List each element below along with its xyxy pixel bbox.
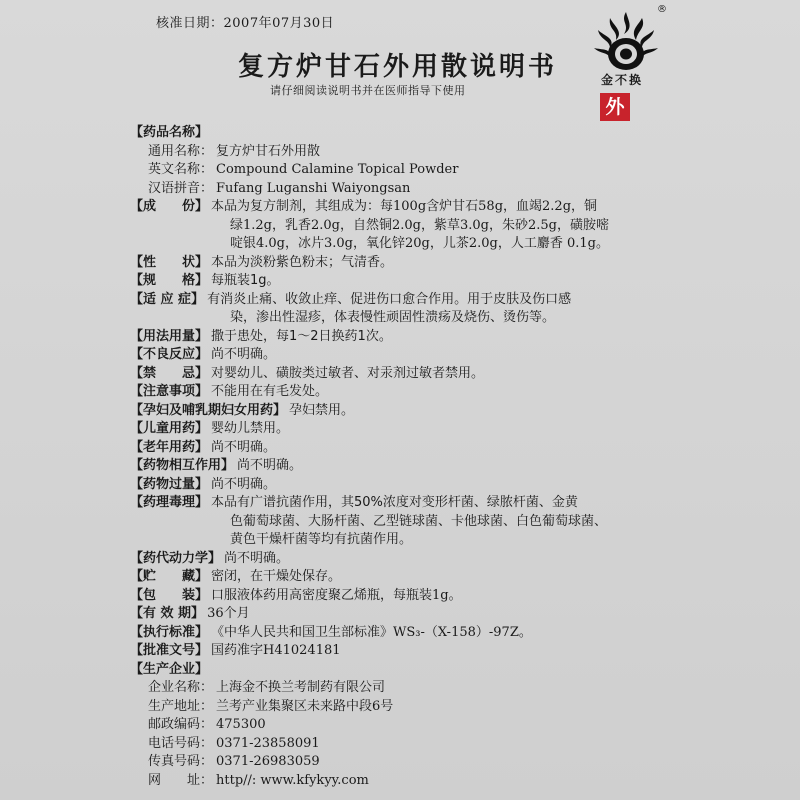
postcode-value: 475300 [216,717,266,732]
elderly-value: 尚不明确。 [211,439,277,455]
indications-label: 【适 应 症】 [130,291,205,307]
english-name-label: 英文名称： [148,162,214,177]
fax-value: 0371-26983059 [216,754,320,769]
children-row [130,420,690,439]
properties-label: 【性 状】 [130,254,209,270]
package-value: 口服液体药用高密度聚乙烯瓶，每瓶装1g。 [211,587,462,603]
properties-row [130,254,690,273]
fax-label: 传真号码： [148,754,214,769]
pregnancy-value: 孕妇禁用。 [289,402,355,418]
indications-row [130,291,690,310]
phone-row [130,735,690,754]
validity-row [130,605,690,624]
approval-number-label: 【批准文号】 [130,643,209,658]
leaflet-body [130,124,690,790]
company-label: 企业名称： [148,680,214,695]
english-name-value: Compound Calamine Topical Powder [216,162,459,177]
generic-name-row [130,143,690,162]
storage-row [130,568,690,587]
indications-line: 染，渗出性湿疹，体表慢性顽固性溃疡及烧伤、烫伤等。 [230,310,556,325]
approval-date: 核准日期：2007年07月30日 [156,16,335,31]
adverse-row [130,346,690,365]
interactions-row [130,457,690,476]
storage-value: 密闭，在干燥处保存。 [211,569,342,584]
pharmacology-line: 黄色干燥杆菌等均有抗菌作用。 [230,532,413,547]
specification-row [130,272,690,291]
precautions-row [130,383,690,402]
ingredients-row [130,198,690,217]
children-value: 婴幼儿禁用。 [211,421,290,436]
package-label: 【包 装】 [130,587,209,603]
registered-mark: ® [657,4,667,15]
approval-number-row [130,642,690,661]
ingredients-line: 绿1.2g，乳香2.0g，自然铜2.0g，紫草3.0g，朱砂2.5g，磺胺嘧 [230,217,609,233]
pharmacology-line: 本品有广谱抗菌作用，其50%浓度对变形杆菌、绿脓杆菌、金黄 [211,495,578,510]
overdose-label: 【药物过量】 [130,476,209,492]
indications-line: 有消炎止痛、收敛止痒、促进伤口愈合作用。用于皮肤及伤口感 [207,291,572,307]
dosage-value: 撒于患处，每1～2日换药1次。 [211,328,392,344]
standard-value: 《中华人民共和国卫生部标准》WS₃-（X-158）-97Z。 [211,624,532,640]
phone-label: 电话号码： [148,735,214,751]
precautions-label: 【注意事项】 [130,384,209,399]
interactions-value: 尚不明确。 [237,458,303,473]
ingredients-line: 本品为复方制剂，其组成为：每100g含炉甘石58g，血竭2.2g，铜 [211,199,598,214]
contraindications-label: 【禁 忌】 [130,365,209,381]
manufacturer-label: 【生产企业】 [130,661,209,677]
properties-value: 本品为淡粉紫色粉末；气清香。 [211,254,394,270]
generic-name-value: 复方炉甘石外用散 [216,143,321,159]
document-title: 复方炉甘石外用散说明书 [238,52,558,82]
company-value: 上海金不换兰考制药有限公司 [216,680,386,695]
dosage-label: 【用法用量】 [130,328,209,344]
manufacturer-section [130,661,690,680]
company-row [130,679,690,698]
package-row [130,587,690,606]
address-value: 兰考产业集聚区未来路中段6号 [216,698,394,714]
dosage-row [130,328,690,347]
adverse-value: 尚不明确。 [211,347,277,362]
standard-label: 【执行标准】 [130,624,209,640]
pinyin-name-value: Fufang Luganshi Waiyongsan [216,180,411,196]
website-value: http//: www.kfykyy.com [216,772,369,788]
pharmacology-line: 色葡萄球菌、大肠杆菌、乙型链球菌、卡他球菌、白色葡萄球菌、 [230,513,608,529]
elderly-row [130,439,690,458]
pharmacokinetics-value: 尚不明确。 [224,550,290,566]
ingredients-label: 【成 份】 [130,199,209,214]
postcode-row [130,716,690,735]
children-label: 【儿童用药】 [130,421,209,436]
precautions-value: 不能用在有毛发处。 [211,384,329,399]
interactions-label: 【药物相互作用】 [130,458,235,473]
pinyin-name-label: 汉语拼音： [148,180,214,196]
specification-label: 【规 格】 [130,273,209,288]
validity-value: 36个月 [207,606,250,621]
pinyin-name-row [130,180,690,199]
validity-label: 【有 效 期】 [130,606,205,621]
pregnancy-row [130,402,690,421]
approval-number-value: 国药准字H41024181 [211,643,341,658]
english-name-row [130,161,690,180]
pharmacokinetics-label: 【药代动力学】 [130,550,222,566]
elderly-label: 【老年用药】 [130,439,209,455]
pregnancy-label: 【孕妇及哺乳期妇女用药】 [130,402,287,418]
overdose-row [130,476,690,495]
adverse-label: 【不良反应】 [130,347,209,362]
fax-row [130,753,690,772]
address-row [130,698,690,717]
address-label: 生产地址： [148,698,214,714]
generic-name-label: 通用名称： [148,143,214,159]
drug-name-label: 【药品名称】 [130,125,209,140]
contraindications-value: 对婴幼儿、磺胺类过敏者、对汞剂过敏者禁用。 [211,365,485,381]
specification-value: 每瓶装1g。 [211,273,280,288]
contraindications-row [130,365,690,384]
logo-text: 金不换 [601,73,644,87]
standard-row [130,624,690,643]
website-label: 网 址： [148,772,214,788]
pharmacokinetics-row [130,550,690,569]
document-subtitle: 请仔细阅读说明书并在医师指导下使用 [270,84,466,97]
pharmacology-row [130,494,690,513]
phone-value: 0371-23858091 [216,735,320,751]
pharmacology-label: 【药理毒理】 [130,495,209,510]
website-row [130,772,690,791]
overdose-value: 尚不明确。 [211,476,277,492]
drug-name-section [130,124,690,143]
external-use-badge: 外 [600,93,630,121]
ingredients-line: 啶银4.0g，冰片3.0g，氧化锌20g，儿茶2.0g，人工麝香 0.1g。 [230,236,609,251]
postcode-label: 邮政编码： [148,717,214,732]
storage-label: 【贮 藏】 [130,569,209,584]
